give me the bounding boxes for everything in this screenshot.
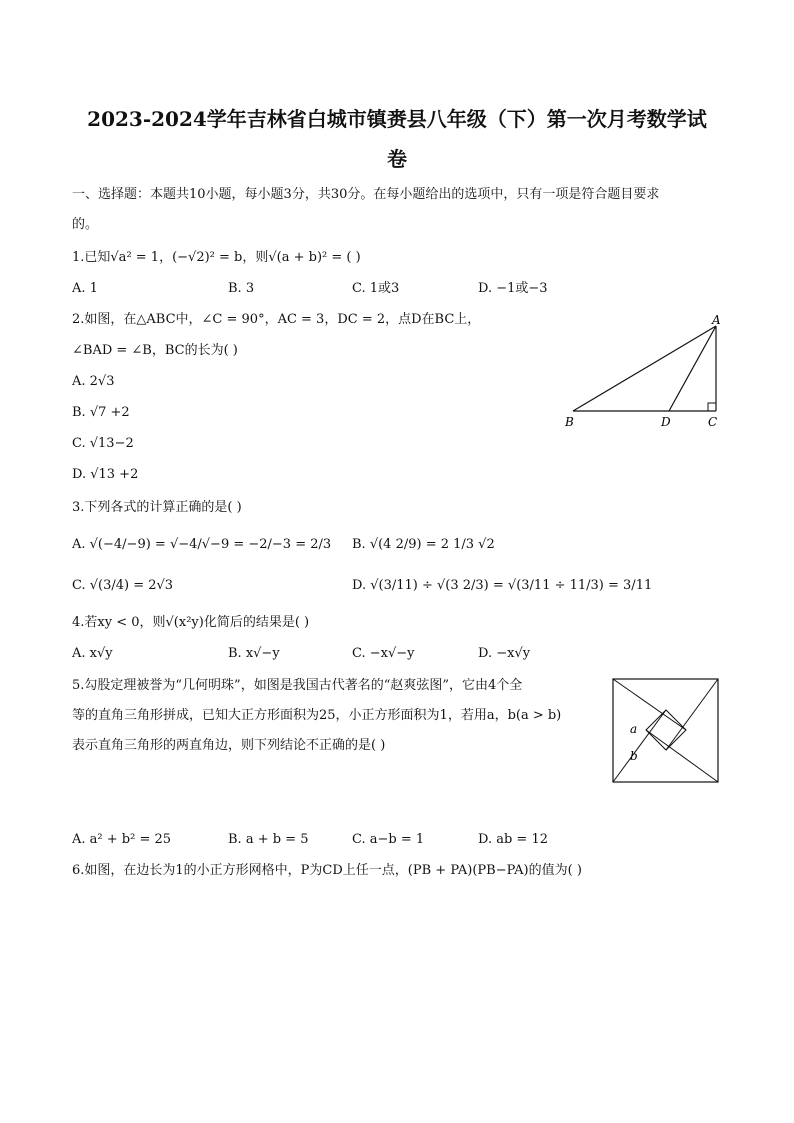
q1-option-b: B. 3 (228, 281, 255, 296)
q2-triangle-figure (556, 310, 726, 434)
q2-option-d: D. √13 +2 (72, 467, 139, 482)
q5-option-d: D. ab = 12 (478, 832, 548, 847)
label-b-side: b (630, 749, 638, 763)
q2-option-c: C. √13−2 (72, 436, 134, 451)
label-a: A (712, 313, 721, 327)
q1-option-d: D. −1或−3 (478, 281, 548, 296)
q6-stem: 6.如图，在边长为1的小正方形网格中，P为CD上任一点，(PB + PA)(PB−PA)的值为( ) (72, 863, 582, 878)
q4-option-b: B. x√−y (228, 646, 280, 661)
label-d: D (661, 415, 671, 429)
q5-option-c: C. a−b = 1 (352, 832, 425, 847)
exam-title-line1: 2023-2024学年吉林省白城市镇赉县八年级（下）第一次月考数学试 (87, 107, 707, 131)
q1-stem: 1.已知√a² = 1，(−√2)² = b，则√(a + b)² = ( ) (72, 250, 361, 265)
q4-option-a: A. x√y (72, 646, 113, 661)
q2-stem-line2: ∠BAD = ∠B，BC的长为( ) (72, 343, 238, 358)
exam-title-line2: 卷 (387, 147, 407, 171)
q2-option-a: A. 2√3 (72, 374, 115, 389)
q5-stem-line2: 等的直角三角形拼成，已知大正方形面积为25，小正方形面积为1，若用a，b(a > b) (72, 708, 562, 723)
label-a-side: a (630, 722, 638, 736)
hypotenuse-4 (613, 710, 666, 782)
q2-stem-line1: 2.如图，在△ABC中，∠C = 90°，AC = 3，DC = 2，点D在BC上， (72, 312, 481, 327)
q5-stem-line1: 5.勾股定理被誉为“几何明珠”，如图是我国古代著名的“赵爽弦图”，它由4个全 (72, 678, 523, 693)
section-intro-line2: 的。 (72, 217, 99, 232)
right-angle-mark (708, 403, 716, 411)
outer-square (613, 679, 718, 782)
q5-option-b: B. a + b = 5 (228, 832, 309, 847)
q3-option-b: B. √(4 2/9) = 2 1/3 √2 (352, 537, 495, 552)
q4-option-c: C. −x√−y (352, 646, 415, 661)
q3-stem: 3.下列各式的计算正确的是( ) (72, 500, 242, 515)
q5-zhao-shuang-figure (612, 678, 720, 784)
segment-ab (573, 326, 716, 411)
q3-option-c: C. √(3/4) = 2√3 (72, 578, 174, 593)
label-c: C (708, 415, 718, 429)
section-intro-line1: 一、选择题：本题共10小题，每小题3分，共30分。在每小题给出的选项中，只有一项是符合题目要求 (72, 187, 660, 202)
q5-stem-line3: 表示直角三角形的两直角边，则下列结论不正确的是( ) (72, 738, 386, 753)
hypotenuse-2 (666, 679, 718, 750)
q1-option-a: A. 1 (72, 281, 98, 296)
q3-option-d: D. √(3/11) ÷ √(3 2/3) = √(3/11 ÷ 11/3) = 3/11 (352, 578, 653, 593)
hypotenuse-1 (613, 679, 686, 730)
q4-stem: 4.若xy < 0，则√(x²y)化简后的结果是( ) (72, 615, 310, 630)
q1-option-c: C. 1或3 (352, 281, 400, 296)
label-b: B (565, 415, 574, 429)
q3-option-a: A. √(−4/−9) = √−4/√−9 = −2/−3 = 2/3 (72, 537, 332, 552)
segment-ad (669, 326, 716, 411)
q2-option-b: B. √7 +2 (72, 405, 130, 420)
hypotenuse-3 (646, 730, 718, 782)
q4-option-d: D. −x√y (478, 646, 531, 661)
q5-option-a: A. a² + b² = 25 (72, 832, 172, 847)
